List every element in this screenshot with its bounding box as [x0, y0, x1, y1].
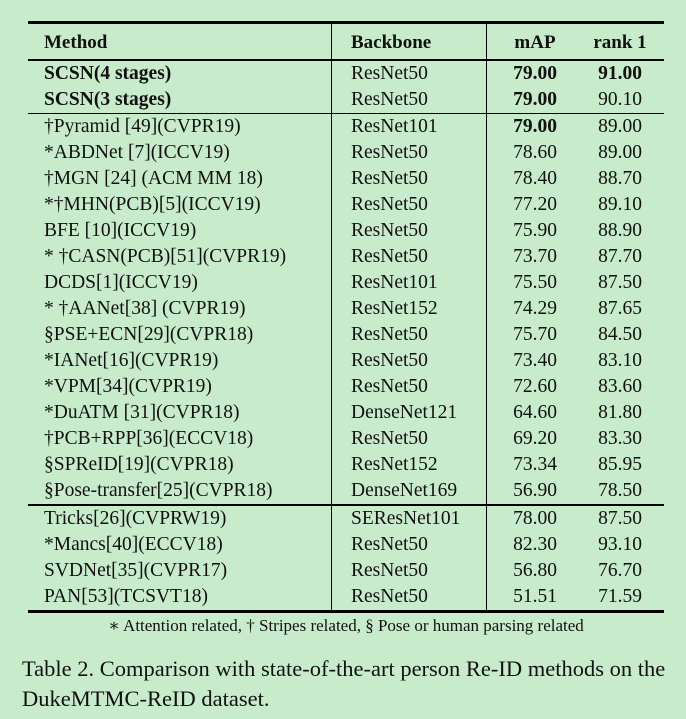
table-row	[28, 584, 664, 610]
rank1-cell: 83.10	[598, 350, 642, 371]
table-row	[28, 270, 664, 296]
method-cell: * †CASN(PCB)[51](CVPR19)	[28, 244, 332, 270]
header-rank1: rank 1	[593, 32, 647, 53]
backbone-cell: DenseNet121	[332, 400, 487, 426]
method-cell: §PSE+ECN[29](CVPR18)	[28, 322, 332, 348]
method-cell: *ABDNet [7](ICCV19)	[28, 140, 332, 166]
row-group	[28, 506, 664, 610]
table-row	[28, 61, 664, 87]
map-cell: 73.34	[513, 454, 557, 475]
backbone-cell: ResNet152	[332, 296, 487, 322]
table-row	[28, 426, 664, 452]
map-cell: 74.29	[513, 298, 557, 319]
method-cell: *Mancs[40](ECCV18)	[28, 532, 332, 558]
rank1-cell: 87.70	[598, 246, 642, 267]
rank1-cell: 78.50	[598, 480, 642, 501]
map-cell: 56.80	[513, 559, 557, 581]
backbone-cell: ResNet152	[332, 452, 487, 478]
table-row	[28, 558, 664, 584]
table-row	[28, 348, 664, 374]
rank1-cell: 84.50	[598, 324, 642, 345]
map-cell: 79.00	[513, 88, 557, 110]
backbone-cell: ResNet50	[332, 192, 487, 218]
rank1-cell: 93.10	[598, 533, 642, 555]
rank1-cell: 71.59	[598, 585, 642, 607]
map-cell: 75.90	[513, 220, 557, 241]
header-backbone: Backbone	[332, 24, 487, 59]
backbone-cell: ResNet50	[332, 532, 487, 558]
backbone-cell: ResNet50	[332, 61, 487, 87]
table-header	[28, 24, 664, 59]
method-cell: * †AANet[38] (CVPR19)	[28, 296, 332, 322]
table-row	[28, 478, 664, 504]
table-row	[28, 140, 664, 166]
map-cell: 69.20	[513, 428, 557, 449]
header-map: mAP	[514, 32, 556, 53]
row-group	[28, 114, 664, 504]
map-cell: 72.60	[513, 376, 557, 397]
table-row	[28, 374, 664, 400]
table-row	[28, 296, 664, 322]
map-cell: 78.40	[513, 168, 557, 189]
table-row	[28, 218, 664, 244]
rank1-cell: 83.30	[598, 428, 642, 449]
map-cell: 73.70	[513, 246, 557, 267]
method-cell: *VPM[34](CVPR19)	[28, 374, 332, 400]
backbone-cell: ResNet50	[332, 426, 487, 452]
backbone-cell: ResNet50	[332, 558, 487, 584]
map-cell: 73.40	[513, 350, 557, 371]
method-cell: SCSN(3 stages)	[28, 87, 332, 113]
method-cell: §SPReID[19](CVPR18)	[28, 452, 332, 478]
method-cell: *IANet[16](CVPR19)	[28, 348, 332, 374]
backbone-cell: ResNet101	[332, 114, 487, 140]
rank1-cell: 91.00	[598, 62, 642, 84]
rank1-cell: 89.00	[598, 142, 642, 163]
map-cell: 77.20	[513, 194, 557, 215]
map-cell: 79.00	[513, 116, 557, 137]
method-cell: Tricks[26](CVPRW19)	[28, 506, 332, 532]
rank1-cell: 89.00	[598, 116, 642, 137]
rank1-cell: 76.70	[598, 559, 642, 581]
table-row	[28, 452, 664, 478]
map-cell: 79.00	[513, 62, 557, 84]
table-caption: Table 2. Comparison with state-of-the-art person Re-ID methods on the DukeMTMC-ReID dataset.	[22, 656, 666, 711]
backbone-cell: SEResNet101	[332, 506, 487, 532]
backbone-cell: ResNet50	[332, 584, 487, 610]
method-cell: SVDNet[35](CVPR17)	[28, 558, 332, 584]
rank1-cell: 85.95	[598, 454, 642, 475]
map-cell: 78.00	[513, 507, 557, 529]
table-row	[28, 114, 664, 140]
rank1-cell: 81.80	[598, 402, 642, 423]
backbone-cell: ResNet101	[332, 270, 487, 296]
table-footnote: ∗ Attention related, † Stripes related, § Pose or human parsing related	[108, 615, 584, 635]
rank1-cell: 89.10	[598, 194, 642, 215]
method-cell: †PCB+RPP[36](ECCV18)	[28, 426, 332, 452]
method-cell: †MGN [24] (ACM MM 18)	[28, 166, 332, 192]
map-cell: 64.60	[513, 402, 557, 423]
map-cell: 75.70	[513, 324, 557, 345]
table-row	[28, 506, 664, 532]
table-row	[28, 244, 664, 270]
rank1-cell: 88.90	[598, 220, 642, 241]
table-row	[28, 400, 664, 426]
backbone-cell: ResNet50	[332, 374, 487, 400]
rank1-cell: 87.65	[598, 298, 642, 319]
header-method: Method	[28, 24, 332, 59]
backbone-cell: ResNet50	[332, 244, 487, 270]
comparison-table	[28, 21, 664, 639]
rank1-cell: 87.50	[598, 507, 642, 529]
method-cell: SCSN(4 stages)	[28, 61, 332, 87]
method-cell: *DuATM [31](CVPR18)	[28, 400, 332, 426]
rank1-cell: 88.70	[598, 168, 642, 189]
table-row	[28, 322, 664, 348]
backbone-cell: ResNet50	[332, 348, 487, 374]
rank1-cell: 83.60	[598, 376, 642, 397]
row-group	[28, 61, 664, 113]
map-cell: 75.50	[513, 272, 557, 293]
rank1-cell: 87.50	[598, 272, 642, 293]
backbone-cell: ResNet50	[332, 87, 487, 113]
method-cell: DCDS[1](ICCV19)	[28, 270, 332, 296]
table-row	[28, 166, 664, 192]
map-cell: 82.30	[513, 533, 557, 555]
map-cell: 56.90	[513, 480, 557, 501]
backbone-cell: ResNet50	[332, 166, 487, 192]
table-row	[28, 192, 664, 218]
backbone-cell: ResNet50	[332, 322, 487, 348]
method-cell: PAN[53](TCSVT18)	[28, 584, 332, 610]
method-cell: *†MHN(PCB)[5](ICCV19)	[28, 192, 332, 218]
table-row	[28, 87, 664, 113]
map-cell: 78.60	[513, 142, 557, 163]
table-row	[28, 532, 664, 558]
method-cell: †Pyramid [49](CVPR19)	[28, 114, 332, 140]
backbone-cell: DenseNet169	[332, 478, 487, 504]
backbone-cell: ResNet50	[332, 140, 487, 166]
method-cell: §Pose-transfer[25](CVPR18)	[28, 478, 332, 504]
backbone-cell: ResNet50	[332, 218, 487, 244]
method-cell: BFE [10](ICCV19)	[28, 218, 332, 244]
table-body	[28, 61, 664, 610]
map-cell: 51.51	[513, 585, 557, 607]
rank1-cell: 90.10	[598, 88, 642, 110]
